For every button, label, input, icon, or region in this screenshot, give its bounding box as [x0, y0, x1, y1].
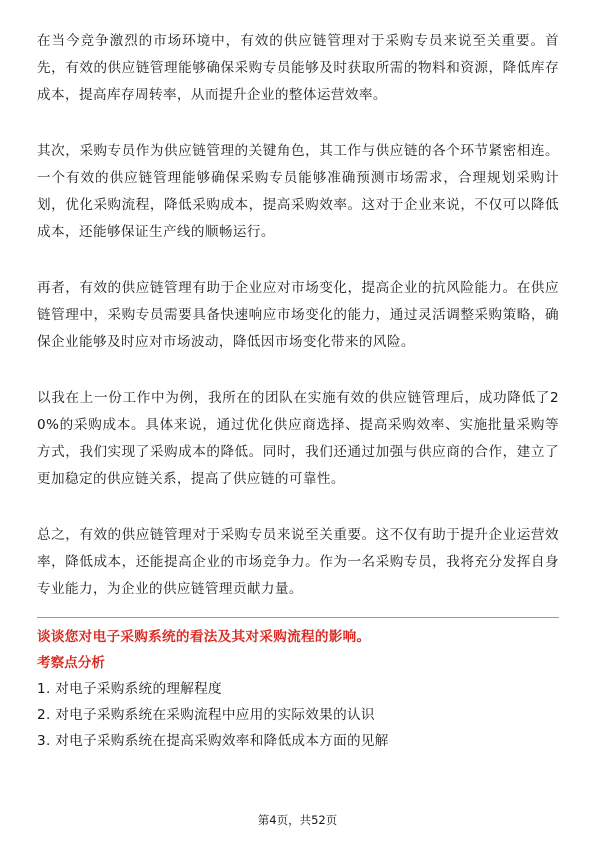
section-divider [37, 617, 559, 618]
document-body [37, 28, 559, 754]
paragraph-third: 再者，有效的供应链管理有助于企业应对市场变化，提高企业的抗风险能力。在供应链管理中，采购专员需要具备快速响应市场变化的能力，通过灵活调整采购策略，确保企业能够及时应对市场波动，降低因市场变化带来的风险。 [37, 280, 559, 350]
paragraph-intro: 在当今竞争激烈的市场环境中，有效的供应链管理对于采购专员来说至关重要。首先，有效的供应链管理能够确保采购专员能够及时获取所需的物料和资源，降低库存成本，提高库存周转率，从而提升企业的整体运营效率。 [37, 33, 559, 103]
paragraph-conclusion: 总之，有效的供应链管理对于采购专员来说至关重要。这不仅有助于提升企业运营效率，降低成本，还能提高企业的市场竞争力。作为一名采购专员，我将充分发挥自身专业能力，为企业的供应链管理贡献力量。 [37, 527, 559, 597]
analysis-point: 3. 对电子采购系统在提高采购效率和降低成本方面的见解 [37, 733, 389, 749]
paragraph-example: 以我在上一份工作中为例，我所在的团队在实施有效的供应链管理后，成功降低了20%的采购成本。具体来说，通过优化供应商选择、提高采购效率、实施批量采购等方式，我们实现了采购成本的降低。同时，我们还通过加强与供应商的合作，建立了更加稳定的供应链关系，提高了供应链的可靠性。 [37, 390, 559, 487]
analysis-heading: 考察点分析 [37, 655, 105, 671]
analysis-point: 1. 对电子采购系统的理解程度 [37, 681, 222, 697]
page-number: 第4页，共52页 [257, 813, 338, 827]
analysis-point: 2. 对电子采购系统在采购流程中应用的实际效果的认识 [37, 707, 375, 723]
paragraph-second: 其次，采购专员作为供应链管理的关键角色，其工作与供应链的各个环节紧密相连。一个有效的供应链管理能够确保采购专员能够准确预测市场需求，合理规划采购计划，优化采购流程，降低采购成本，提高采购效率。这对于企业来说，不仅可以降低成本，还能够保证生产线的顺畅运行。 [37, 143, 559, 240]
interview-question: 谈谈您对电子采购系统的看法及其对采购流程的影响。 [37, 629, 371, 645]
